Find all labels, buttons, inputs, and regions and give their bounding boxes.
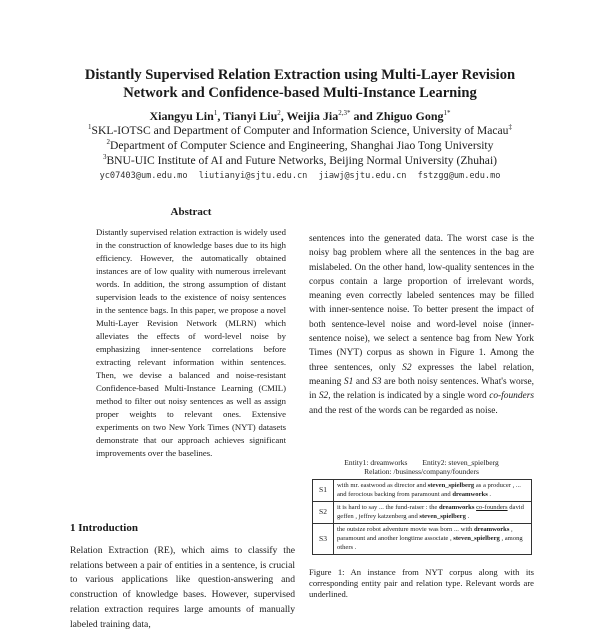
author-list — [40, 109, 560, 123]
author-sup: 2 — [277, 109, 281, 117]
entity-mention: dreamworks — [452, 490, 488, 498]
text-run: , among others . — [337, 534, 523, 551]
author-name: Weijia Jia — [286, 109, 339, 123]
entity-mention: steven_spielberg — [427, 482, 475, 489]
affiliation-text: Department of Computer Science and Engineering, Shanghai Jiao Tong University — [110, 139, 494, 152]
title-line-2: Network and Confidence-based Multi-Instance Learning — [123, 85, 477, 101]
entity-mention: steven_spielberg — [453, 534, 500, 542]
affiliation-mark: ‡ — [508, 123, 512, 131]
introduction-body: Relation Extraction (RE), which aims to classify the relations between a pair of entities in a sentence, is crucial to various applications like question-answering and construction of knowledge bases. However, supervised relation extraction requires large amounts of manually labeled training data, — [70, 545, 295, 630]
figure-caption: Figure 1: An instance from NYT corpus along with its corresponding entity pair and relation type. Relevant words are underlined. — [309, 567, 534, 599]
text-run: and — [353, 376, 373, 387]
text-run: , paramount and another longtime associate , — [337, 526, 513, 542]
abstract-body: Distantly supervised relation extraction is widely used in the construction of knowledge bases due to its high efficiency. However, the automatically obtained instances are of low quality with numerous irrelevant words. In addition, the strong assumption of distant supervision leads to the existence of noisy sentences in the sentence bags. In this paper, we propose a novel Multi-Layer Revision Network (MLRN) which alleviates the effects of word-level noise by emphasizing inner-sentence correlations before extracting relevant information within sentences. Then, we devise a balanced and noise-resistant Confidence-based Multi-Instance Learning (CMIL) method to filter out noisy sentences as well as assign proper weights to relevant ones. Extensive experiments on two New York Times (NYT) datasets demonstrate that our approach achieves significant improvements over the baselines. — [96, 227, 286, 458]
paper-title — [40, 66, 560, 102]
affiliation-sup: 3 — [102, 153, 107, 161]
text-run: . — [465, 512, 470, 520]
author-and: and — [350, 109, 376, 123]
text-run: expresses the label relation, meaning — [309, 362, 535, 387]
emphasis-run: S2 — [318, 391, 329, 402]
author-name: Zhiguo Gong — [375, 109, 444, 123]
section-heading-introduction: 1 Introduction — [70, 522, 138, 534]
text-run: david geffen , jeffrey katzenberg and — [337, 504, 524, 520]
relevant-word: co-founders — [476, 504, 508, 512]
author-sup: 1* — [443, 109, 451, 117]
entity-mention: steven_spielberg — [419, 512, 466, 520]
author-sup: 2,3* — [338, 109, 351, 117]
affiliation-sup: 2 — [106, 138, 111, 146]
emphasis-run: S3 — [372, 376, 382, 387]
emphasis-run: S1 — [343, 376, 354, 387]
text-run: sentences into the generated data. The worst case is the noisy bag problem where all the sentences in the bag are mislabeled. On the other hand, low-quality sentences in the corpus contain a large proportion of irrelevant words, meaning even correctly labeled sentences may be filled with inner-sentence noise. To better present the impact of both sentence-level noise and word-level noise (inner-sentence noise), we select a sentence bag from New York Times (NYT) corpus as shown in Figure 1. Among the three sentences, only — [309, 234, 534, 373]
author-sup: 1 — [213, 109, 218, 117]
author-name: Xiangyu Lin — [149, 109, 214, 123]
affiliation-3 — [40, 154, 560, 168]
text-run: the outsize robot adventure movie was born ... with — [337, 526, 474, 534]
text-run: are both noisy sentences. What's worse, in — [309, 376, 534, 402]
sentence-id: S3 — [313, 524, 334, 555]
affiliation-text: SKL-IOTSC and Department of Computer and Information Science, University of Macau — [91, 124, 509, 137]
author-name: Tianyi Liu — [223, 109, 278, 123]
sentence-id: S2 — [313, 502, 334, 524]
author-emails: yc07403@um.edu.mo liutianyi@sjtu.edu.cn jiawj@sjtu.edu.cn fstzgg@um.edu.mo — [99, 171, 501, 181]
entity-mention: dreamworks — [473, 526, 510, 534]
sentence-text — [334, 524, 532, 555]
affiliation-text: BNU-UIC Institute of AI and Future Networks, Beijing Normal University (Zhuhai) — [106, 154, 498, 167]
affiliation-2 — [40, 139, 560, 153]
author-separator: , — [217, 109, 224, 123]
affiliation-1 — [40, 124, 560, 138]
figure-row — [313, 480, 532, 502]
sentence-text — [334, 480, 532, 502]
figure-entity-line: Entity1: dreamworks Entity2: steven_spielberg — [344, 458, 499, 467]
text-run: as a producer , ... and ferocious backing from paramount and — [337, 482, 521, 498]
sentence-id: S1 — [313, 480, 334, 502]
figure-table — [312, 479, 532, 555]
text-run: . — [487, 490, 492, 498]
text-run: it is hard to say ... the fund-raiser : the — [337, 504, 439, 512]
figure-relation-line: Relation: /business/company/founders — [364, 467, 479, 476]
figure-row — [313, 524, 532, 555]
abstract-heading: Abstract — [170, 206, 212, 218]
title-line-1: Distantly Supervised Relation Extraction using Multi-Layer Revision — [84, 67, 516, 83]
entity-mention: dreamworks — [439, 504, 475, 512]
emphasis-run: S2 — [402, 362, 412, 373]
right-column-body — [309, 232, 534, 418]
affiliation-sup: 1 — [88, 123, 92, 131]
text-run: , the relation is indicated by a single word — [328, 391, 490, 402]
sentence-text — [334, 502, 532, 524]
text-run: and the rest of the words can be regarded as noise. — [309, 405, 498, 416]
text-run: with mr. eastwood as director and — [337, 482, 428, 489]
figure-row — [313, 502, 532, 524]
emphasis-run: co-founders — [489, 391, 534, 402]
author-separator: , — [280, 109, 287, 123]
